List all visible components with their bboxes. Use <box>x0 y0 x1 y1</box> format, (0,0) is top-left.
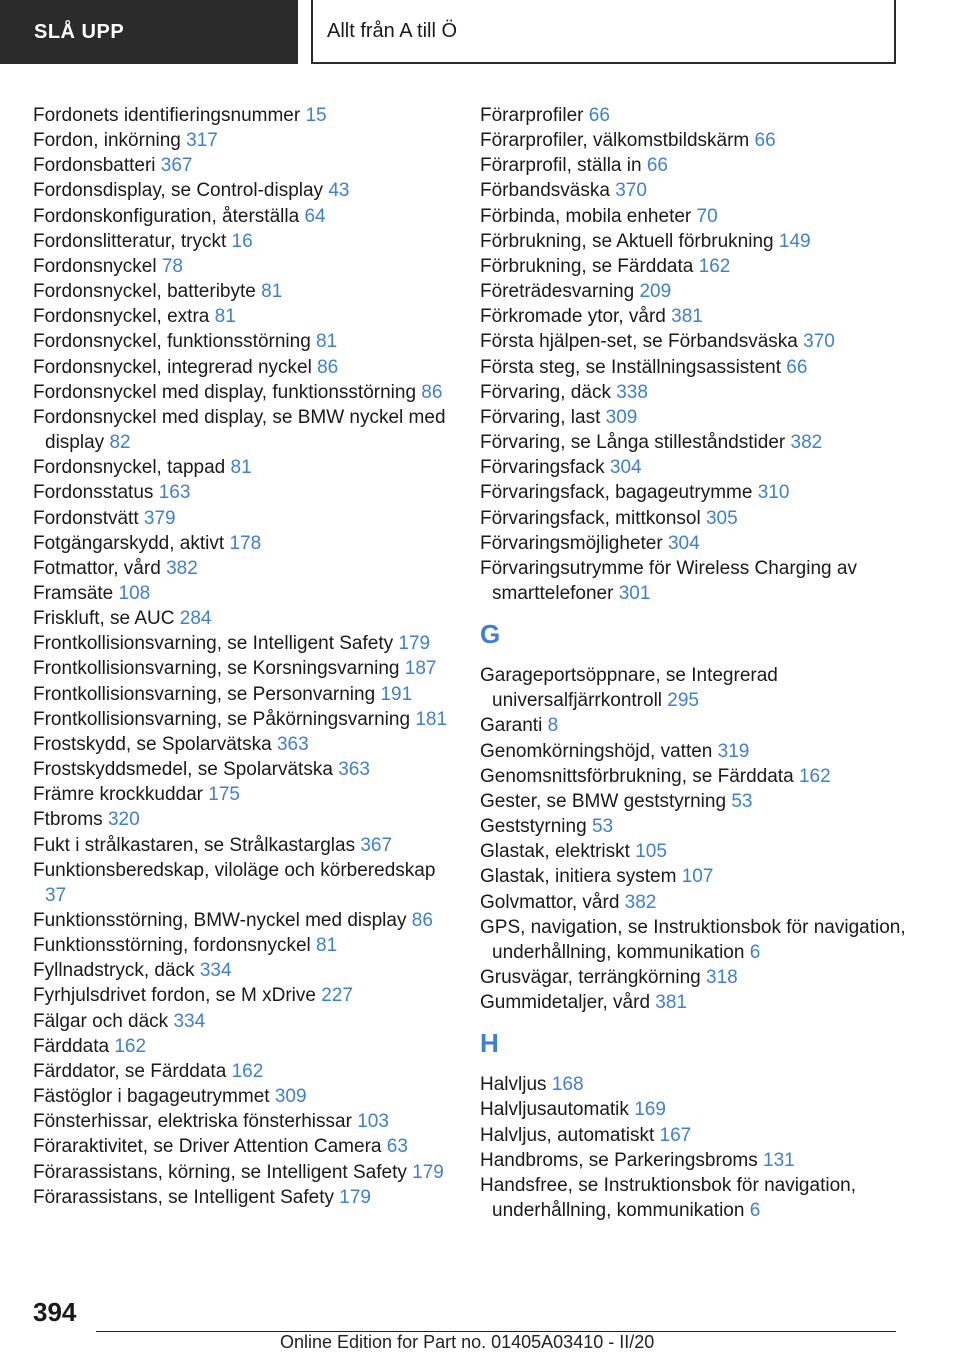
index-entry-text: Förvaringsfack <box>480 457 605 479</box>
index-entry <box>33 380 453 405</box>
index-entry-text: Garageportsöppnare, se Integrerad universalfjärrkontroll <box>480 665 778 712</box>
section-letter-g: G <box>480 619 501 650</box>
index-entry-text: Fordonstvätt <box>33 507 139 529</box>
page-link[interactable]: 304 <box>667 532 700 554</box>
page-link[interactable]: 310 <box>757 482 790 504</box>
index-entry-text: Företrädesvarning <box>480 281 635 303</box>
page-link[interactable]: 338 <box>616 381 648 403</box>
index-entry <box>33 1134 453 1159</box>
index-entry-text: Frostskydd, se Spolarvätska <box>33 733 272 755</box>
index-entry-text: Fordonsnyckel med display, se BMW nyckel med display <box>33 406 446 454</box>
page-link[interactable]: 162 <box>114 1035 147 1057</box>
index-entry <box>480 405 920 430</box>
index-entry <box>33 279 453 304</box>
page-link[interactable]: 381 <box>671 306 703 328</box>
page-link[interactable]: 163 <box>158 482 191 504</box>
page-link[interactable]: 304 <box>609 457 642 479</box>
index-entry <box>33 983 453 1008</box>
index-entry <box>33 682 453 707</box>
index-entry <box>33 833 453 858</box>
index-entry <box>33 229 453 254</box>
index-entry <box>480 739 920 764</box>
index-entry <box>480 990 920 1015</box>
index-entry-text: Handbroms, se Parkeringsbroms <box>480 1149 758 1171</box>
page-link[interactable]: 78 <box>161 255 183 277</box>
index-entry-text: Fästöglor i bagageutrymmet <box>33 1086 270 1108</box>
index-entry-text: Fotgängarskydd, aktivt <box>33 532 225 554</box>
index-entry <box>480 480 920 505</box>
page-link[interactable]: 168 <box>551 1074 584 1096</box>
index-entry <box>33 807 453 832</box>
page-link[interactable]: 334 <box>173 1010 206 1032</box>
index-entry-text: Förvaringsfack, mittkonsol <box>480 507 701 529</box>
page-link[interactable]: 318 <box>706 967 738 988</box>
page-link[interactable]: 108 <box>118 582 151 604</box>
section-letter-h: H <box>480 1028 499 1059</box>
index-entry <box>480 254 920 279</box>
index-entry-text: Fälgar och däck <box>33 1010 169 1032</box>
index-entry-text: Halvljus <box>480 1074 547 1096</box>
index-entry-text: Framsäte <box>33 582 114 604</box>
page-link[interactable]: 81 <box>261 281 283 303</box>
page-link[interactable]: 319 <box>717 740 750 762</box>
index-entry <box>33 128 453 153</box>
index-entry-text: Halvljus, automatiskt <box>480 1124 655 1146</box>
page-link[interactable]: 6 <box>749 941 761 963</box>
page-link[interactable]: 309 <box>605 406 638 428</box>
index-entry <box>33 204 453 229</box>
page-link[interactable]: 162 <box>698 255 731 277</box>
page-link[interactable]: 178 <box>229 532 262 554</box>
index-entry-text: Genomkörningshöjd, vatten <box>480 740 713 762</box>
page-link[interactable]: 301 <box>618 582 651 604</box>
page-link[interactable]: 16 <box>231 230 253 252</box>
index-entry <box>480 1173 920 1223</box>
index-entry-text: Ftbroms <box>33 809 103 831</box>
index-entry <box>480 531 920 556</box>
index-entry <box>33 455 453 480</box>
page-link[interactable]: 179 <box>339 1186 371 1208</box>
index-entry-text: Föraraktivitet, se Driver Attention Camera <box>33 1136 382 1158</box>
index-entry-text: Förarassistans, körning, se Intelligent Safety <box>33 1161 407 1183</box>
page-link[interactable]: 131 <box>763 1149 795 1171</box>
index-entry <box>33 757 453 782</box>
header <box>0 0 960 66</box>
index-entry <box>33 506 453 531</box>
index-entry-text: Funktionsstörning, BMW-nyckel med display <box>33 910 407 931</box>
index-entry <box>480 556 920 606</box>
index-entry-text: Förvaring, däck <box>480 381 611 403</box>
index-entry-text: Funktionsberedskap, viloläge och körberedskap <box>33 859 436 881</box>
page-number: 394 <box>33 1297 77 1327</box>
index-entry <box>33 405 453 455</box>
page-link[interactable]: 363 <box>276 733 309 755</box>
index-entry <box>33 1084 453 1109</box>
index-entry <box>33 606 453 631</box>
page-link[interactable]: 103 <box>357 1111 389 1133</box>
index-entry <box>33 581 453 606</box>
index-entry <box>480 1148 920 1173</box>
index-entry-text: Färddata <box>33 1035 110 1057</box>
section-h <box>480 1072 920 1223</box>
page-link[interactable]: 82 <box>109 432 131 454</box>
page-link[interactable]: 63 <box>386 1136 408 1158</box>
page-link[interactable]: 66 <box>754 130 776 152</box>
page-link[interactable]: 162 <box>231 1060 264 1082</box>
index-entry <box>33 1009 453 1034</box>
page-link[interactable]: 81 <box>230 457 252 479</box>
index-entry <box>480 279 920 304</box>
page-link[interactable]: 167 <box>659 1124 692 1146</box>
index-entry <box>480 839 920 864</box>
page-link[interactable]: 66 <box>786 356 808 378</box>
index-column-left <box>33 103 453 1210</box>
page-link[interactable]: 86 <box>317 356 339 378</box>
page-link[interactable]: 191 <box>380 683 413 705</box>
index-entry-text: Handsfree, se Instruktionsbok för navigation, underhållning, kommunikation <box>480 1174 856 1222</box>
index-entry-text: Förbrukning, se Aktuell förbrukning <box>480 230 774 252</box>
index-entry <box>480 355 920 380</box>
page-link[interactable]: 334 <box>199 960 232 982</box>
index-entry-text: Halvljusautomatik <box>480 1099 629 1121</box>
index-entry <box>480 455 920 480</box>
index-entry <box>480 304 920 329</box>
page-link[interactable]: 227 <box>321 985 353 1007</box>
index-entry <box>33 178 453 203</box>
index-entry <box>33 531 453 556</box>
index-entry-text: Glastak, initiera system <box>480 866 677 888</box>
index-entry-text: Fordonsbatteri <box>33 155 156 177</box>
index-entry <box>33 103 453 128</box>
index-entry <box>33 631 453 656</box>
page-link[interactable]: 382 <box>624 891 657 913</box>
index-entry-text: Frontkollisionsvarning, se Intelligent Safety <box>33 633 394 655</box>
index-entry-text: Färddator, se Färddata <box>33 1060 227 1082</box>
index-entry-text: Förarprofiler <box>480 105 584 126</box>
index-entry-text: Fordonsstatus <box>33 482 154 504</box>
page-link[interactable]: 81 <box>214 306 236 328</box>
index-entry <box>480 764 920 789</box>
section-g <box>480 663 920 1015</box>
index-entry-text: Främre krockkuddar <box>33 784 203 806</box>
index-entry-text: Fyllnadstryck, däck <box>33 960 195 982</box>
page-link[interactable]: 105 <box>635 841 667 863</box>
page-link[interactable]: 295 <box>667 690 699 712</box>
index-entry-text: Förvaring, se Långa stilleståndstider <box>480 432 786 454</box>
page-link[interactable]: 175 <box>208 784 240 806</box>
index-entry <box>33 933 453 958</box>
index-entry <box>480 430 920 455</box>
index-entry-text: Fordonslitteratur, tryckt <box>33 230 227 252</box>
index-entry-text: Geststyrning <box>480 816 587 838</box>
page-link[interactable]: 15 <box>305 105 327 126</box>
index-entry <box>33 1185 453 1210</box>
page-link[interactable]: 367 <box>360 834 393 856</box>
page-link[interactable]: 284 <box>179 608 212 630</box>
index-entry <box>33 1109 453 1134</box>
index-entry-text: Funktionsstörning, fordonsnyckel <box>33 935 311 957</box>
page-link[interactable]: 379 <box>143 507 176 529</box>
index-entry <box>33 1034 453 1059</box>
index-entry <box>480 204 920 229</box>
index-entry-text: Fordonsnyckel <box>33 255 157 277</box>
index-entry-text: Förarassistans, se Intelligent Safety <box>33 1186 334 1208</box>
index-entry-text: Förbandsväska <box>480 180 610 202</box>
index-entry <box>33 329 453 354</box>
page-link[interactable]: 363 <box>338 759 370 781</box>
page-link[interactable]: 6 <box>749 1200 761 1222</box>
index-entry-text: Friskluft, se AUC <box>33 608 175 630</box>
index-entry <box>480 1123 920 1148</box>
index-entry-text: Fordonsdisplay, se Control-display <box>33 180 324 202</box>
index-entry-text: Glastak, elektriskt <box>480 841 630 863</box>
index-entry-text: Golvmattor, vård <box>480 891 620 913</box>
page-link[interactable]: 162 <box>798 765 831 787</box>
page-link[interactable]: 107 <box>681 866 714 888</box>
index-entry <box>480 103 920 128</box>
edition-text: Online Edition for Part no. 01405A03410 - II/20 <box>280 1332 655 1352</box>
index-entry <box>480 713 920 738</box>
index-entry-text: Frontkollisionsvarning, se Påkörningsvarning <box>33 708 411 730</box>
index-entry-text: Förvaringsfack, bagageutrymme <box>480 482 753 504</box>
page-link[interactable]: 66 <box>646 155 668 177</box>
index-entry-text: Fordonsnyckel, tappad <box>33 457 226 479</box>
index-entry-text: Första steg, se Inställningsassistent <box>480 356 781 378</box>
index-entry-text: Garanti <box>480 715 543 737</box>
page-link[interactable]: 179 <box>412 1161 444 1183</box>
page-link[interactable]: 53 <box>591 816 614 838</box>
index-entry-text: Fyrhjulsdrivet fordon, se M xDrive <box>33 985 316 1007</box>
index-entry <box>480 128 920 153</box>
index-entry-text: Förvaring, last <box>480 406 601 428</box>
index-entry-text: Förarprofil, ställa in <box>480 155 642 177</box>
index-entry <box>480 789 920 814</box>
index-entry-text: Frontkollisionsvarning, se Korsningsvarning <box>33 658 400 680</box>
index-entry <box>33 656 453 681</box>
index-entry <box>33 556 453 581</box>
page-link[interactable]: 181 <box>415 708 448 730</box>
index-entry-text: Fordonskonfiguration, återställa <box>33 205 300 227</box>
index-entry-text: Fordonsnyckel, extra <box>33 306 210 328</box>
index-entry <box>33 1059 453 1084</box>
index-entry-text: Fordon, inkörning <box>33 130 181 152</box>
page-link[interactable]: 305 <box>705 507 738 529</box>
index-entry <box>480 1097 920 1122</box>
index-entry-text: Grusvägar, terrängkörning <box>480 967 701 988</box>
index-entry <box>480 965 920 990</box>
page-link[interactable]: 43 <box>328 180 350 202</box>
index-entry <box>480 864 920 889</box>
index-entry-text: Fönsterhissar, elektriska fönsterhissar <box>33 1111 352 1133</box>
page-link[interactable]: 382 <box>166 557 198 579</box>
page-link[interactable]: 370 <box>615 180 647 202</box>
index-entry <box>480 814 920 839</box>
index-entry <box>480 153 920 178</box>
index-entry <box>33 958 453 983</box>
back-tab-button[interactable]: SLÅ UPP <box>0 0 298 64</box>
index-entry <box>480 380 920 405</box>
index-entry <box>480 663 920 713</box>
page-link[interactable]: 70 <box>696 205 718 227</box>
index-entry <box>33 254 453 279</box>
index-entry <box>33 304 453 329</box>
index-entry-text: Fotmattor, vård <box>33 557 161 579</box>
index-entry <box>480 1072 920 1097</box>
page-link[interactable]: 64 <box>304 205 326 227</box>
index-entry-text: Förarprofiler, välkomstbildskärm <box>480 130 750 152</box>
page-link[interactable]: 81 <box>316 331 338 353</box>
index-entry <box>33 732 453 757</box>
page-link[interactable]: 187 <box>404 658 437 680</box>
page-link[interactable]: 309 <box>274 1086 307 1108</box>
index-entry-text: Förvaringsutrymme för Wireless Charging av smarttelefoner <box>480 557 857 604</box>
index-entry <box>480 915 920 965</box>
page-link[interactable]: 66 <box>588 105 610 126</box>
page-link[interactable]: 37 <box>45 884 67 906</box>
index-entry <box>480 506 920 531</box>
index-entry-text: Frostskyddsmedel, se Spolarvätska <box>33 759 333 781</box>
page-link[interactable]: 209 <box>639 281 672 303</box>
index-entry <box>480 329 920 354</box>
index-entry-text: Fukt i strålkastaren, se Strålkastarglas <box>33 834 356 856</box>
index-entry-text: Fordonsnyckel, batteribyte <box>33 281 256 303</box>
page-link[interactable]: 367 <box>160 155 193 177</box>
index-column-right <box>480 103 920 1223</box>
index-entry <box>33 153 453 178</box>
index-entry-text: Förvaringsmöjligheter <box>480 532 663 554</box>
index-entry <box>33 1160 453 1185</box>
index-entry-text: GPS, navigation, se Instruktionsbok för navigation, underhållning, kommunikation <box>480 916 906 963</box>
index-entry-text: Gester, se BMW geststyrning <box>480 790 727 812</box>
page-link[interactable]: 86 <box>411 910 433 931</box>
index-entry <box>480 229 920 254</box>
index-entry-text: Fordonsnyckel, integrerad nyckel <box>33 356 312 378</box>
page-link[interactable]: 169 <box>634 1099 666 1121</box>
index-entry <box>33 908 453 933</box>
index-entry <box>33 480 453 505</box>
index-entry <box>33 355 453 380</box>
index-entry-text: Förkromade ytor, vård <box>480 306 666 328</box>
page-link[interactable]: 8 <box>547 715 559 737</box>
section-f-continued <box>480 103 920 606</box>
index-entry-text: Frontkollisionsvarning, se Personvarning <box>33 683 376 705</box>
index-entry-text: Genomsnittsförbrukning, se Färddata <box>480 765 794 787</box>
index-entry-text: Förbrukning, se Färddata <box>480 255 694 277</box>
page-link[interactable]: 317 <box>186 130 218 152</box>
index-entry-text: Förbinda, mobila enheter <box>480 205 692 227</box>
page-link[interactable]: 86 <box>421 381 443 403</box>
index-entry-text: Gummidetaljer, vård <box>480 992 651 1014</box>
page-link[interactable]: 53 <box>731 790 753 812</box>
index-entry-text: Fordonets identifieringsnummer <box>33 105 301 126</box>
index-entry-text: Fordonsnyckel, funktionsstörning <box>33 331 311 353</box>
page-link[interactable]: 370 <box>803 331 835 353</box>
page-link[interactable]: 381 <box>655 992 687 1014</box>
page-link[interactable]: 179 <box>398 633 431 655</box>
index-entry <box>33 782 453 807</box>
index-entry <box>480 178 920 203</box>
index-entry <box>480 890 920 915</box>
index-entry <box>33 707 453 732</box>
page-link[interactable]: 81 <box>316 935 338 957</box>
index-tab-button[interactable]: Allt från A till Ö <box>311 0 896 64</box>
page-link[interactable]: 382 <box>790 432 823 454</box>
index-entry <box>33 858 453 908</box>
page-link[interactable]: 320 <box>107 809 140 831</box>
index-entry-text: Fordonsnyckel med display, funktionsstörning <box>33 381 417 403</box>
page-link[interactable]: 149 <box>778 230 811 252</box>
index-entry-text: Första hjälpen-set, se Förbandsväska <box>480 331 798 353</box>
